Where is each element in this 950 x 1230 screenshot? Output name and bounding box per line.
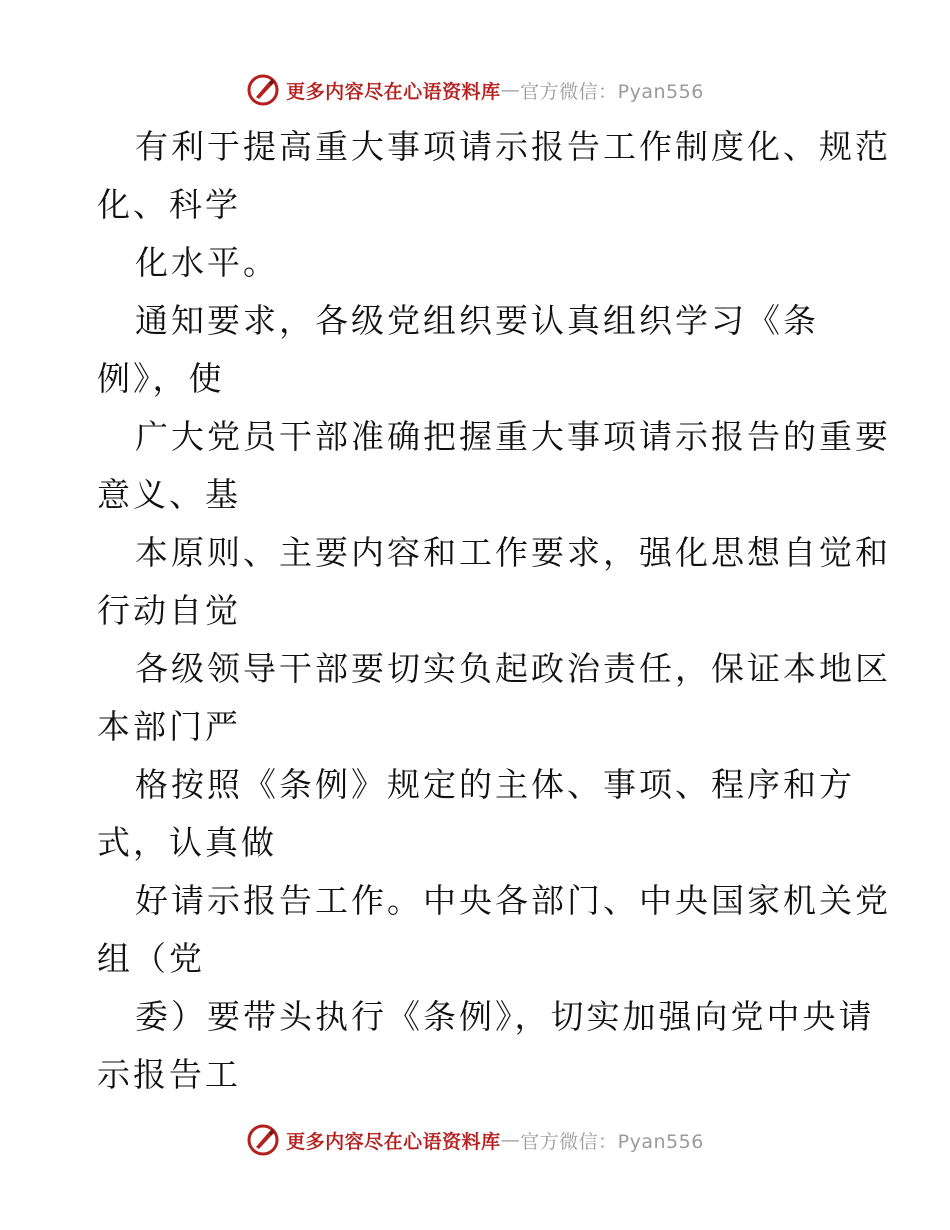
text-line: 行动自觉	[97, 591, 241, 630]
text-line: 格按照《条例》规定的主体、事项、程序和方	[135, 765, 855, 804]
footer-watermark	[0, 1120, 950, 1160]
document-body	[97, 118, 891, 1104]
header-brand-text: 更多内容尽在心语资料库	[286, 80, 501, 103]
text-line: 式，认真做	[97, 823, 277, 862]
text-line: 示报告工	[97, 1055, 241, 1094]
text-line: 化水平。	[135, 243, 279, 282]
header-wechat-text: 官方微信：Pyan556	[520, 80, 704, 103]
footer-wechat-text: 官方微信：Pyan556	[520, 1130, 704, 1153]
text-line: 意义、基	[97, 475, 241, 514]
header-watermark	[0, 70, 950, 110]
text-line: 有利于提高重大事项请示报告工作制度化、规范	[135, 127, 891, 166]
text-line: 好请示报告工作。中央各部门、中央国家机关党	[135, 881, 891, 920]
footer-brand-text: 更多内容尽在心语资料库	[286, 1130, 501, 1153]
text-line: 本原则、主要内容和工作要求，强化思想自觉和	[135, 533, 891, 572]
text-line: 组（党	[97, 939, 205, 978]
brand-logo-icon	[246, 1123, 280, 1157]
text-line: 各级领导干部要切实负起政治责任，保证本地区	[135, 649, 891, 688]
text-line: 例》，使	[97, 359, 225, 398]
text-line: 本部门严	[97, 707, 241, 746]
header-separator: —	[500, 79, 521, 101]
brand-logo-icon	[246, 73, 280, 107]
text-line: 委）要带头执行《条例》，切实加强向党中央请	[135, 997, 875, 1036]
text-line: 通知要求，各级党组织要认真组织学习《条	[135, 301, 819, 340]
text-line: 化、科学	[97, 185, 241, 224]
text-line: 广大党员干部准确把握重大事项请示报告的重要	[135, 417, 891, 456]
footer-separator: —	[500, 1129, 521, 1151]
